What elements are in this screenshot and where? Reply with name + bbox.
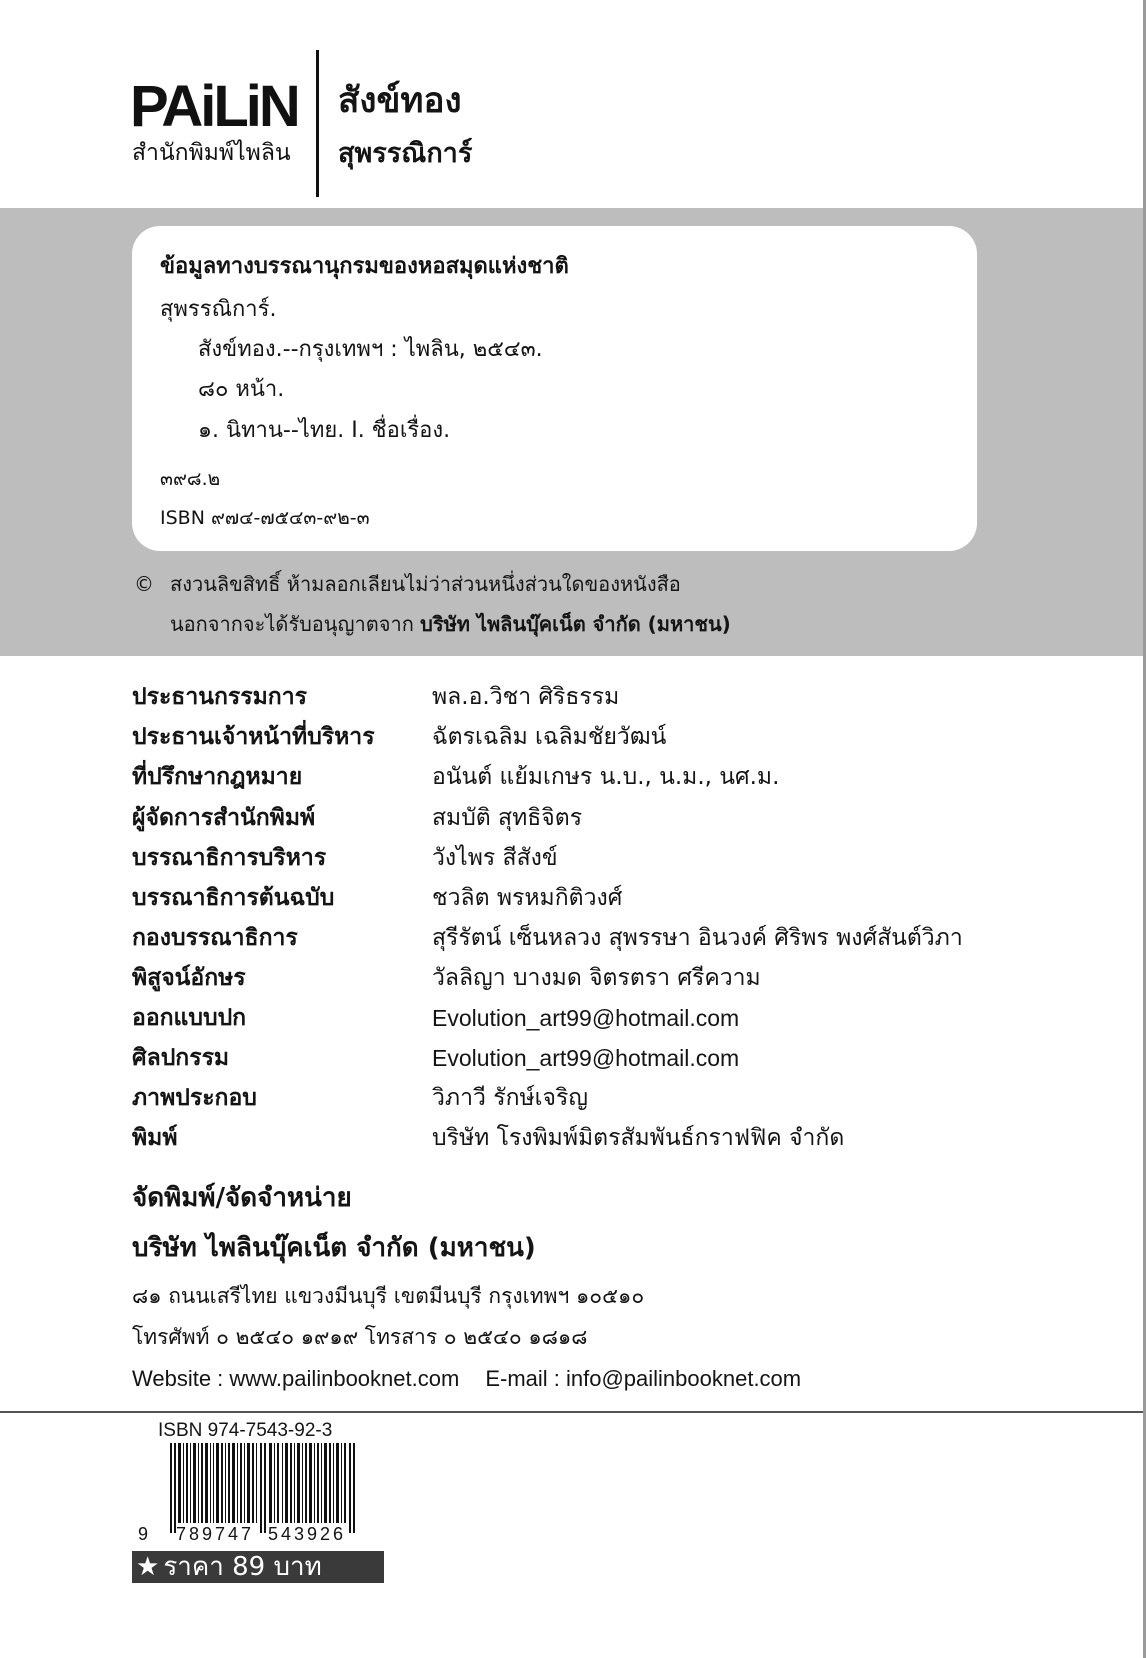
staff-role: ศิลปกรรม	[132, 1045, 230, 1071]
staff-name: พล.อ.วิชา ศิริธรรม	[432, 684, 620, 710]
staff-name: ฉัตรเฉลิม เฉลิมชัยวัฒน์	[432, 724, 667, 750]
staff-name: บริษัท โรงพิมพ์มิตรสัมพันธ์กราฟฟิค จำกัด	[432, 1125, 845, 1151]
copyright-line-2-prefix: นอกจากจะได้รับอนุญาตจาก	[170, 612, 414, 636]
staff-row	[132, 925, 1032, 961]
staff-name: วิภาวี รักษ์เจริญ	[432, 1085, 588, 1111]
staff-role: ออกแบบปก	[132, 1005, 247, 1031]
staff-role: ผู้จัดการสำนักพิมพ์	[132, 805, 316, 831]
staff-row	[132, 684, 1032, 720]
staff-name: Evolution_art99@hotmail.com	[432, 1005, 740, 1031]
publisher-logo: PAiLiN	[130, 74, 298, 139]
staff-row	[132, 885, 1032, 921]
cip-subject-line: ๑. นิทาน--ไทย. I. ชื่อเรื่อง.	[198, 418, 451, 443]
copyright-icon: ©	[134, 572, 154, 596]
cip-isbn: ISBN ๙๗๔-๗๕๔๓-๙๒-๓	[160, 507, 370, 529]
staff-role: พิสูจน์อักษร	[132, 965, 246, 991]
staff-row	[132, 845, 1032, 881]
distribution-heading: จัดพิมพ์/จัดจำหน่าย	[132, 1183, 352, 1213]
cip-title-line: สังข์ทอง.--กรุงเทพฯ : ไพลิน, ๒๕๔๓.	[198, 337, 543, 362]
footer-divider	[0, 1411, 1143, 1413]
staff-row	[132, 805, 1032, 841]
staff-role: ประธานเจ้าหน้าที่บริหาร	[132, 724, 375, 750]
barcode-lead-digit: 9	[138, 1524, 149, 1544]
cip-class-number: ๓๙๘.๒	[160, 468, 221, 490]
staff-name: Evolution_art99@hotmail.com	[432, 1045, 740, 1071]
publisher-company: บริษัท ไพลินบุ๊คเน็ต จำกัด (มหาชน)	[132, 1233, 536, 1263]
staff-row	[132, 1085, 1032, 1121]
publisher-logo-subtitle: สำนักพิมพ์ไพลิน	[132, 140, 291, 166]
barcode-digits-right: 543926	[268, 1524, 347, 1544]
cip-author: สุพรรณิการ์.	[160, 297, 277, 322]
contact-line	[132, 1366, 801, 1392]
staff-name: วังไพร สีสังข์	[432, 845, 558, 871]
staff-role: ประธานกรรมการ	[132, 684, 307, 710]
copyright-line-2	[170, 612, 731, 636]
staff-role: กองบรรณาธิการ	[132, 925, 298, 951]
book-author: สุพรรณิการ์	[338, 138, 473, 169]
staff-name: ชวลิต พรหมกิติวงศ์	[432, 885, 623, 911]
staff-role: บรรณาธิการบริหาร	[132, 845, 327, 871]
copyright-company: บริษัท ไพลินบุ๊คเน็ต จำกัด (มหาชน)	[420, 612, 731, 636]
staff-row	[132, 1045, 1032, 1081]
staff-row	[132, 1005, 1032, 1041]
star-icon: ★	[136, 1552, 160, 1582]
staff-row	[132, 1125, 1032, 1161]
staff-row	[132, 764, 1032, 800]
book-title: สังข์ทอง	[338, 81, 462, 121]
publisher-phone: โทรศัพท์ ๐ ๒๕๔๐ ๑๙๑๙ โทรสาร ๐ ๒๕๔๐ ๑๘๑๘	[132, 1325, 588, 1349]
barcode-isbn: ISBN 974-7543-92-3	[158, 1420, 333, 1441]
publisher-address: ๘๑ ถนนเสรีไทย แขวงมีนบุรี เขตมีนบุรี กรุงเทพฯ ๑๐๕๑๐	[132, 1284, 645, 1308]
header-divider	[316, 50, 319, 197]
publisher-email[interactable]: E-mail : info@pailinbooknet.com	[485, 1366, 802, 1391]
staff-role: ภาพประกอบ	[132, 1085, 257, 1111]
copyright-line-1: สงวนลิขสิทธิ์ ห้ามลอกเลียนไม่ว่าส่วนหนึ่งส่วนใดของหนังสือ	[170, 572, 681, 596]
staff-role: พิมพ์	[132, 1125, 178, 1151]
price-label: ราคา 89 บาท	[163, 1552, 322, 1582]
staff-name: สุรีรัตน์ เซ็นหลวง สุพรรษา อินวงค์ ศิริพร พงศ์สันต์วิภา	[432, 925, 963, 951]
staff-row	[132, 965, 1032, 1001]
staff-row	[132, 724, 1032, 760]
cip-pages-line: ๘๐ หน้า.	[198, 377, 285, 402]
staff-role: ที่ปรึกษากฎหมาย	[132, 764, 303, 790]
staff-name: วัลลิญา บางมด จิตรตรา ศรีความ	[432, 965, 761, 991]
cip-heading: ข้อมูลทางบรรณานุกรมของหอสมุดแห่งชาติ	[160, 254, 569, 279]
publisher-website[interactable]: Website : www.pailinbooknet.com	[132, 1366, 460, 1391]
staff-name: อนันต์ แย้มเกษร น.บ., น.ม., นศ.ม.	[432, 764, 780, 790]
staff-role: บรรณาธิการต้นฉบับ	[132, 885, 335, 911]
staff-name: สมบัติ สุทธิจิตร	[432, 805, 583, 831]
barcode-digits-left: 789747	[176, 1524, 255, 1544]
price-badge	[132, 1551, 384, 1583]
